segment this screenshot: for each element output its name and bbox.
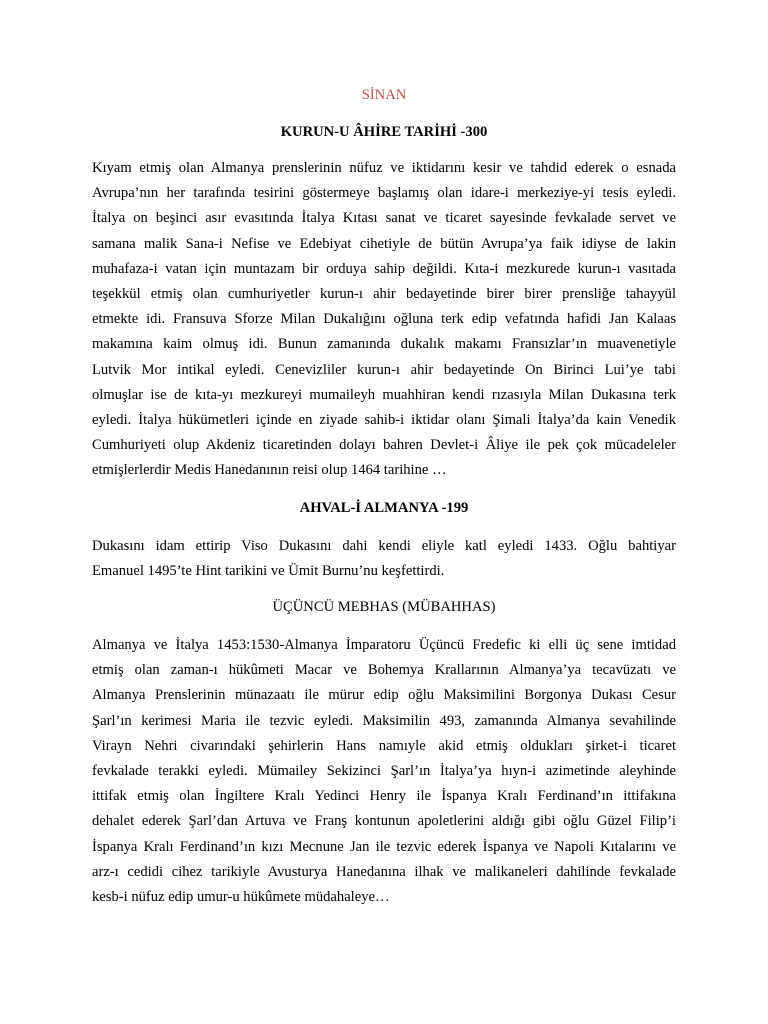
text-line: Lutvik Mor intikal eyledi. Cenevizliler kurun-ı ahir bedayetinde On Birinci Lui’ye tabi — [92, 361, 676, 378]
text-line: Emanuel 1495’te Hint tarikini ve Ümit Burnu’nu keşfettirdi. — [92, 563, 445, 580]
section-heading-ahval-i-almanya: AHVAL-İ ALMANYA -199 — [299, 500, 469, 516]
text-line: etmekte idi. Fransuva Sforze Milan Dukalığını oğluna terk edip vefatında hafidi Jan Kalaas — [92, 311, 676, 328]
text-line: Cumhuriyeti olup Akdeniz ticaretinden dolayı bahren Devlet-i Âliye ile pek çok mücadeleler — [92, 437, 676, 454]
author-name: SİNAN — [361, 87, 407, 103]
text-line: ittifak etmiş olan İngiltere Kralı Yedinci Henry ile İspanya Kralı Ferdinand’ın ittifakına — [92, 788, 676, 805]
text-line: eyledi. İtalya hükümetleri içinde en ziyade sahib-i iktidar olanı Şimali İtalya’da kain Venedik — [92, 411, 676, 428]
section-heading-kurun-u-ahire: KURUN-U ÂHİRE TARİHİ -300 — [280, 124, 488, 140]
paragraph-2 — [92, 534, 676, 584]
text-line: olmuşlar ise de kıta-yı mezkureyi mumaileyh muahhiran kendi rızasıyla Milan Dukasına terk — [92, 386, 676, 403]
paragraph-3 — [92, 633, 676, 910]
text-line: Almanya Prenslerinin münazaatı ile mürur edip oğlu Maksimilini Borgonya Dukası Cesur — [92, 687, 676, 704]
text-line: Virayn Nehri civarındaki şehirlerin Hans namıyle akid etmiş oldukları şirket-i ticaret — [92, 737, 676, 754]
text-line: Almanya ve İtalya 1453:1530-Almanya İmparatoru Üçüncü Fredefic ki elli üç sene imtidad — [92, 637, 676, 653]
text-line: İspanya Kralı Ferdinand’ın kızı Mecnune Jan ile tezvic ederek İspanya ve Napoli Kıtalarını ve — [92, 838, 676, 855]
text-line: Şarl’ın kerimesi Maria ile tezvic eyledi. Maksimilin 493, zamanında Almanya sevahilinde — [92, 712, 676, 729]
paragraph-1 — [92, 156, 676, 483]
text-line: Kıyam etmiş olan Almanya prenslerinin nüfuz ve iktidarını kesir ve tahdid ederek o esnada — [92, 160, 676, 176]
text-line: fevkalade terakki eyledi. Mümailey Sekizinci Şarl’ın İtalya’ya hıyn-i azimetinde aleyhinde — [92, 762, 676, 779]
text-line: samana malik Sana-i Nefise ve Edebiyat cihetiyle de bütün Avrupa’ya faik idiyse de lakin — [92, 235, 676, 252]
text-line: dehalet ederek Şarl’dan Artuva ve Franş kontunun apoletlerini aldığı gibi oğlu Güzel Filip’i — [92, 813, 676, 830]
text-line: İtalya on beşinci asır evasıtında İtalya Kıtası sanat ve ticaret sayesinde fevkalade servet ve — [92, 210, 676, 227]
text-line: teşekkül etmiş olan cumhuriyetler kurun-ı ahir bedayetinde birer birer prensliğe tahayyül — [92, 285, 676, 302]
text-line: muhafaza-i vatan için muntazam bir orduya sahip değildi. Kıta-i mezkurede kurun-ı vasıtada — [92, 260, 676, 277]
text-line: arz-ı cedidi cihez tarikiyle Avusturya Hanedanına ilhak ve malikaneleri dahilinde fevkalade — [92, 863, 676, 880]
text-line: makamına kaim olmuş idi. Bunun zamanında dukalık makamı Fransızlar’ın muavenetiyle — [92, 336, 676, 353]
text-line: Dukasını idam ettirip Viso Dukasını dahi kendi eliyle katl eyledi 1433. Oğlu bahtiyar — [92, 538, 676, 554]
section-heading-ucuncu-mebhas: ÜÇÜNCÜ MEBHAS (MÜBAHHAS) — [272, 599, 496, 615]
text-line: etmişlerlerdir Medis Hanedanının reisi olup 1464 tarihine … — [92, 462, 447, 479]
text-line: etmiş olan zaman-ı hükûmeti Macar ve Bohemya Krallarının Almanya’ya tecavüzatı ve — [92, 662, 676, 679]
text-line: kesb-i nüfuz edip umur-u hükûmete müdahaleye… — [92, 888, 390, 905]
text-line: Avrupa’nın her tarafında tesirini göstermeye başlamış olan idare-i merkeziye-yi tesis eyledi. — [92, 185, 676, 202]
